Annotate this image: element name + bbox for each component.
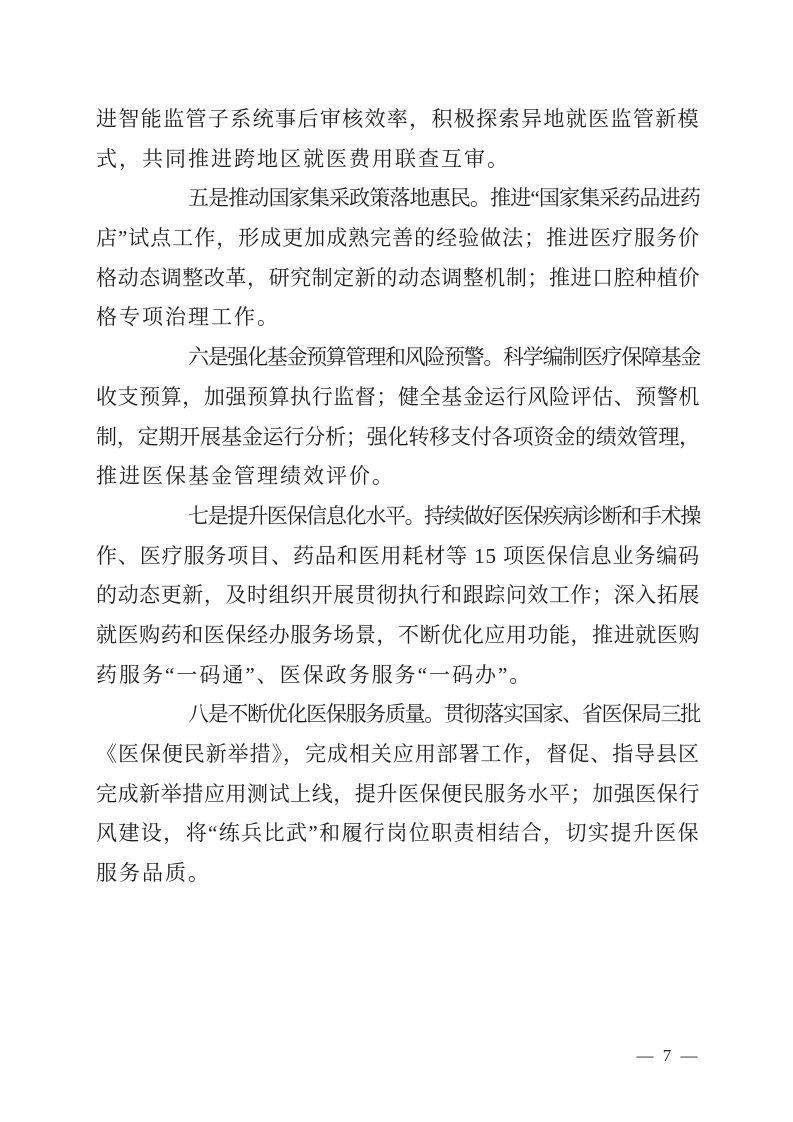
text-line: 七是提升医保信息化水平。持续做好医保疾病诊断和手术操: [188, 503, 700, 528]
text-line: 五是推动国家集采政策落地惠民。推进“国家集采药品进药: [188, 186, 700, 211]
text-line: 店”试点工作，形成更加成熟完善的经验做法；推进医疗服务价: [96, 226, 700, 251]
text-line: 格动态调整改革，研究制定新的动态调整机制；推进口腔种植价: [96, 265, 700, 290]
text-line: 格专项治理工作。: [96, 305, 280, 330]
text-line: 作、医疗服务项目、药品和医用耗材等 15 项医保信息业务编码: [96, 543, 700, 568]
text-line: 收支预算，加强预算执行监督；健全基金运行风险评估、预警机: [96, 384, 700, 409]
text-line: 就医购药和医保经办服务场景，不断优化应用功能，推进就医购: [96, 622, 700, 647]
text-line: 完成新举措应用测试上线，提升医保便民服务水平；加强医保行: [96, 781, 700, 806]
text-line: 《医保便民新举措》，完成相关应用部署工作，督促、指导县区: [96, 742, 700, 766]
page-footer: [637, 1046, 700, 1066]
text-line: 制，定期开展基金运行分析；强化转移支付各项资金的绩效管理，: [96, 424, 701, 449]
text-line: 六是强化基金预算管理和风险预警。科学编制医疗保障基金: [188, 345, 700, 370]
text-line: 药服务“一码通”、医保政务服务“一码办”。: [96, 662, 533, 687]
text-line: 推进医保基金管理绩效评价。: [96, 464, 395, 489]
text-line: 式，共同推进跨地区就医费用联查互审。: [96, 146, 510, 171]
text-line: 的动态更新，及时组织开展贯彻执行和跟踪问效工作；深入拓展: [96, 583, 700, 608]
text-line: 风建设，将“练兵比武”和履行岗位职责相结合，切实提升医保: [96, 821, 701, 846]
text-line: 八是不断优化医保服务质量。贯彻落实国家、省医保局三批: [188, 702, 700, 727]
text-line: 服务品质。: [96, 861, 211, 886]
document-body: [96, 100, 700, 894]
text-line: 进智能监管子系统事后审核效率，积极探索异地就医监管新模: [96, 107, 700, 131]
page-number: — 7 —: [636, 1046, 699, 1065]
